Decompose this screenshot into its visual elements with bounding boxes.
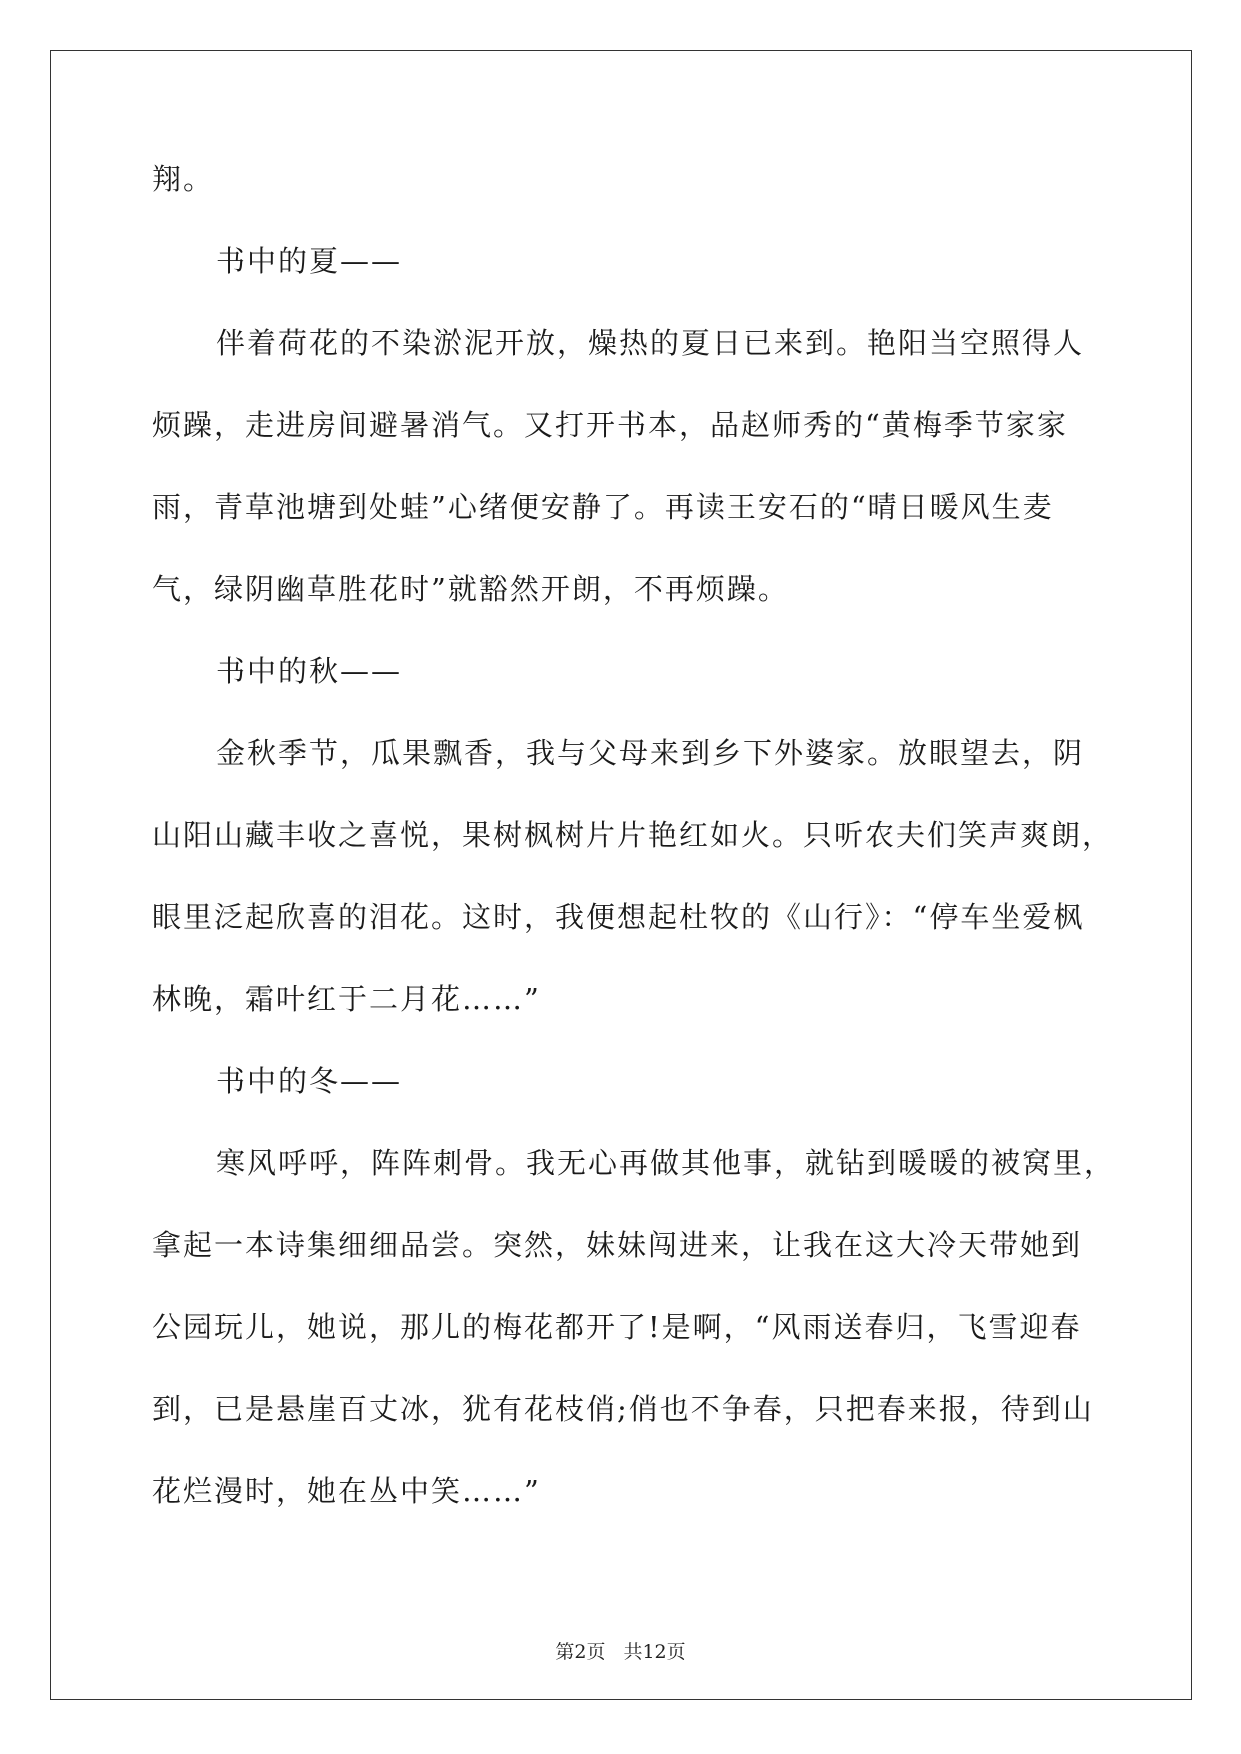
text-line: 寒风呼呼，阵阵刺骨。我无心再做其他事，就钻到暖暖的被窝里， xyxy=(216,1146,1116,1180)
text-line: 拿起一本诗集细细品尝。突然，妹妹闯进来，让我在这大冷天带她到 xyxy=(152,1228,1083,1262)
section-heading-winter: 书中的冬—— xyxy=(216,1064,403,1098)
text-line: 到，已是悬崖百丈冰，犹有花枝俏;俏也不争春，只把春来报，待到山 xyxy=(152,1392,1094,1426)
text-line: 林晚，霜叶红于二月花……” xyxy=(152,982,541,1016)
page-footer xyxy=(0,1637,1241,1664)
page-total: 共12页 xyxy=(623,1641,686,1663)
text-line: 雨，青草池塘到处蛙”心绪便安静了。再读王安石的“晴日暖风生麦 xyxy=(152,490,1054,524)
document-body xyxy=(152,150,1116,1544)
text-line: 公园玩儿，她说，那儿的梅花都开了!是啊，“风雨送春归，飞雪迎春 xyxy=(152,1310,1082,1344)
text-line: 花烂漫时，她在丛中笑……” xyxy=(152,1474,541,1508)
text-line: 山阳山藏丰收之喜悦，果树枫树片片艳红如火。只听农夫们笑声爽朗， xyxy=(152,818,1114,852)
section-heading-autumn: 书中的秋—— xyxy=(216,654,403,688)
page-number: 第2页 xyxy=(555,1641,606,1663)
text-line: 气，绿阴幽草胜花时”就豁然开朗，不再烦躁。 xyxy=(152,572,789,606)
text-line: 翔。 xyxy=(152,162,215,196)
section-heading-summer: 书中的夏—— xyxy=(216,244,403,278)
text-line: 眼里泛起欣喜的泪花。这时，我便想起杜牧的《山行》：“停车坐爱枫 xyxy=(152,900,1085,934)
text-line: 金秋季节，瓜果飘香，我与父母来到乡下外婆家。放眼望去，阴 xyxy=(216,736,1085,770)
text-line: 伴着荷花的不染淤泥开放，燥热的夏日已来到。艳阳当空照得人 xyxy=(216,326,1085,360)
text-line: 烦躁，走进房间避暑消气。又打开书本，品赵师秀的“黄梅季节家家 xyxy=(152,408,1068,442)
